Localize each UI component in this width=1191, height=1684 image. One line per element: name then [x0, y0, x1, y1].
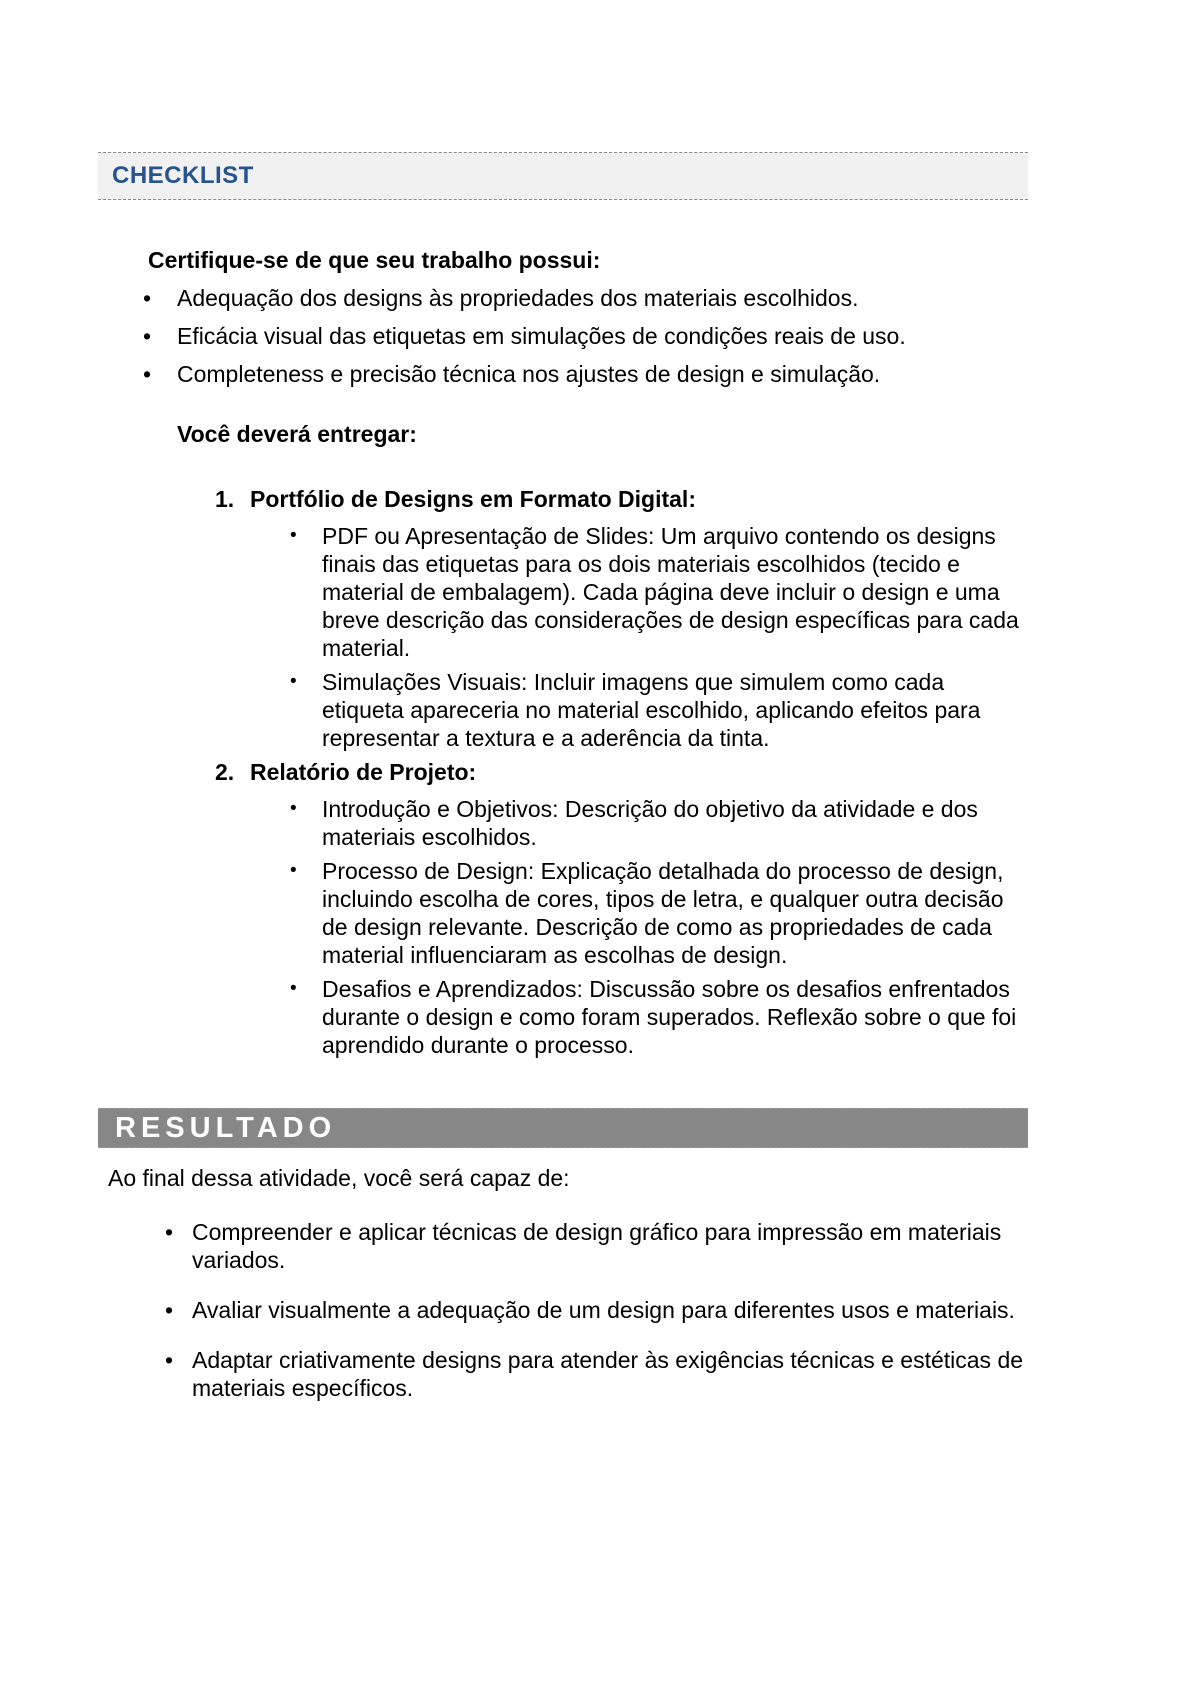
list-item-text: Avaliar visualmente a adequação de um design para diferentes usos e materiais.	[192, 1297, 1015, 1323]
list-item-text: Processo de Design: Explicação detalhada do processo de design, incluindo escolha de cores, tipos de letra, e qualquer outra decisão de design relevante. Descrição de como as propriedades de cada material influenciaram as escolhas de design.	[322, 858, 1004, 968]
list-item	[143, 322, 1043, 350]
bullet-marker: •	[165, 1219, 174, 1245]
list-item-text: Eficácia visual das etiquetas em simulações de condições reais de uso.	[177, 323, 906, 349]
list-item	[290, 975, 1191, 1059]
list-item	[290, 668, 1191, 752]
list-item-text: Introdução e Objetivos: Descrição do objetivo da atividade e dos materiais escolhidos.	[322, 796, 978, 850]
list-item-text: Adaptar criativamente designs para atender às exigências técnicas e estéticas de materiais específicos.	[192, 1347, 1024, 1401]
resultado-intro: Ao final dessa atividade, você será capaz de:	[108, 1165, 570, 1191]
list-item	[165, 1346, 1191, 1402]
bullet-marker: •	[290, 671, 297, 692]
list-item-text: Compreender e aplicar técnicas de design gráfico para impressão em materiais variados.	[192, 1219, 1002, 1273]
list-item	[165, 1218, 1191, 1274]
bullet-marker: •	[165, 1297, 174, 1323]
list-item	[143, 360, 1043, 388]
bullet-marker: •	[290, 860, 297, 881]
item-number: 2.	[215, 759, 235, 785]
bullet-marker: •	[143, 285, 152, 311]
list-item	[143, 284, 1043, 312]
numbered-item-title-row	[215, 758, 1191, 786]
sub-bullet-list	[290, 522, 1191, 752]
list-item-text: Desafios e Aprendizados: Discussão sobre os desafios enfrentados durante o design e como foram superados. Reflexão sobre o que foi aprendido durante o processo.	[322, 976, 1017, 1058]
bullet-marker: •	[165, 1347, 174, 1373]
checklist-title: CHECKLIST	[112, 162, 254, 189]
resultado-section-body	[0, 1148, 1191, 1424]
bullet-marker: •	[143, 323, 152, 349]
item-title: Relatório de Projeto:	[250, 759, 477, 785]
resultado-bullet-list	[165, 1218, 1191, 1402]
list-item-text: Adequação dos designs às propriedades dos materiais escolhidos.	[177, 285, 859, 311]
bullet-marker: •	[143, 361, 152, 387]
list-item-text: Simulações Visuais: Incluir imagens que simulem como cada etiqueta apareceria no material escolhido, aplicando efeitos para representar a textura e a aderência da tinta.	[322, 669, 981, 751]
list-item	[165, 1296, 1191, 1324]
list-item-text: PDF ou Apresentação de Slides: Um arquivo contendo os designs finais das etiquetas para os dois materiais escolhidos (tecido e material de embalagem). Cada página deve incluir o design e uma breve descrição das considerações de design específicas para cada material.	[322, 523, 1019, 661]
checklist-bullet-list	[143, 284, 1043, 388]
bullet-marker: •	[290, 798, 297, 819]
item-number: 1.	[215, 486, 235, 512]
checklist-section-header	[98, 152, 1028, 200]
bullet-marker: •	[290, 978, 297, 999]
list-item	[290, 857, 1191, 969]
resultado-title: RESULTADO	[115, 1111, 337, 1144]
resultado-section-header	[98, 1108, 1028, 1148]
checklist-intro-heading: Certifique-se de que seu trabalho possui:	[148, 247, 601, 273]
deliverables-numbered-list	[0, 485, 1191, 1059]
numbered-item	[0, 485, 1191, 752]
list-item-text: Completeness e precisão técnica nos ajustes de design e simulação.	[177, 361, 881, 387]
item-title: Portfólio de Designs em Formato Digital:	[250, 486, 696, 512]
list-item	[290, 522, 1191, 662]
sub-bullet-list	[290, 795, 1191, 1059]
deliverables-heading: Você deverá entregar:	[177, 421, 417, 447]
checklist-section-body	[0, 200, 1191, 1065]
bullet-marker: •	[290, 525, 297, 546]
numbered-item-title-row	[215, 485, 1191, 513]
numbered-item	[0, 758, 1191, 1059]
list-item	[290, 795, 1191, 851]
